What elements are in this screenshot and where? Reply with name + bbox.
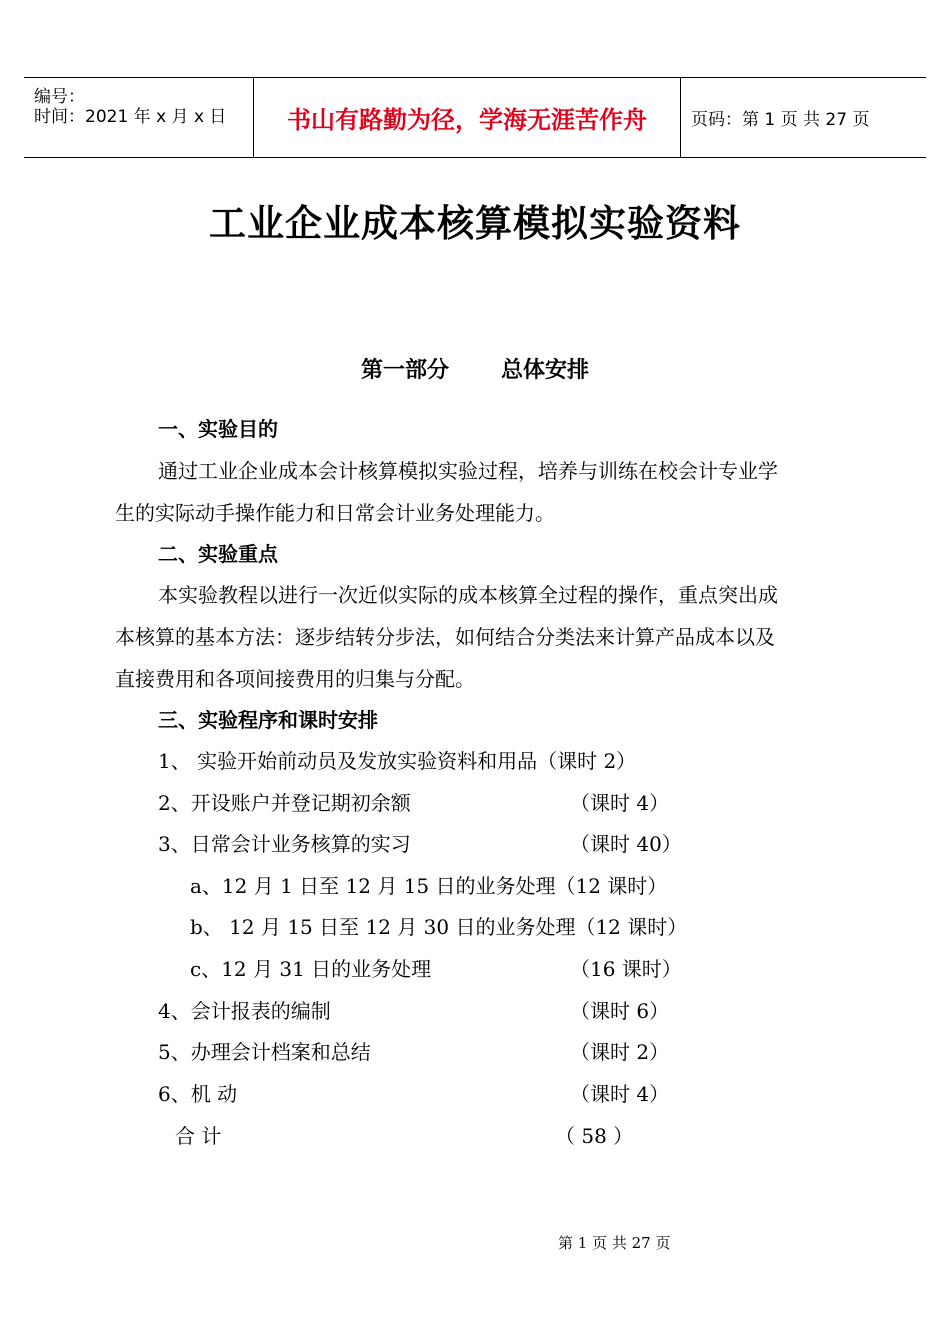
paragraph-line: 直接费用和各项间接费用的归集与分配。 (115, 667, 475, 691)
paragraph-line: 生的实际动手操作能力和日常会计业务处理能力。 (115, 501, 555, 525)
schedule-subitem: c、12 月 31 日的业务处理 (190, 957, 432, 981)
schedule-item: 1、 实验开始前动员及发放实验资料和用品（课时 2） (158, 749, 637, 773)
schedule-item: 4、会计报表的编制 (158, 999, 331, 1023)
page-footer: 第 1 页 共 27 页 (558, 1234, 671, 1252)
schedule-total-label: 合 计 (175, 1124, 222, 1148)
schedule-item: 6、机 动 (158, 1082, 238, 1106)
paragraph-line: 通过工业企业成本会计核算模拟实验过程，培养与训练在校会计专业学 (158, 459, 778, 483)
part-label: 第一部分 (360, 358, 449, 383)
schedule-subitem: a、12 月 1 日至 12 月 15 日的业务处理（12 课时） (190, 874, 668, 898)
time-label: 时间：2021 年 x 月 x 日 (34, 107, 227, 127)
section-heading-1: 一、实验目的 (158, 417, 278, 441)
document-title: 工业企业成本核算模拟实验资料 (209, 202, 741, 245)
section-heading-3: 三、实验程序和课时安排 (158, 708, 378, 732)
header-table (24, 77, 926, 158)
paragraph-line: 本实验教程以进行一次近似实际的成本核算全过程的操作，重点突出成 (158, 583, 778, 607)
schedule-item: 3、日常会计业务核算的实习 (158, 832, 411, 856)
schedule-item: 2、开设账户并登记期初余额 (158, 791, 411, 815)
schedule-hours: （课时 6） (570, 999, 670, 1023)
schedule-hours: （课时 40） (570, 832, 682, 856)
number-label: 编号： (34, 87, 85, 107)
schedule-hours: （16 课时） (570, 957, 682, 981)
schedule-total-hours: （ 58 ） (555, 1124, 634, 1148)
paragraph-line: 本核算的基本方法：逐步结转分步法，如何结合分类法来计算产品成本以及 (115, 625, 775, 649)
schedule-hours: （课时 2） (570, 1040, 670, 1064)
schedule-subitem: b、 12 月 15 日至 12 月 30 日的业务处理（12 课时） (190, 915, 688, 939)
schedule-hours: （课时 4） (570, 1082, 670, 1106)
section-heading-2: 二、实验重点 (158, 542, 278, 566)
part-title (0, 353, 950, 384)
motto: 书山有路勤为径，学海无涯苦作舟 (254, 78, 681, 157)
part-name: 总体安排 (501, 358, 590, 383)
schedule-hours: （课时 4） (570, 791, 670, 815)
header-meta-cell (24, 78, 254, 157)
schedule-item: 5、办理会计档案和总结 (158, 1040, 371, 1064)
page-info: 页码：第 1 页 共 27 页 (691, 110, 870, 130)
